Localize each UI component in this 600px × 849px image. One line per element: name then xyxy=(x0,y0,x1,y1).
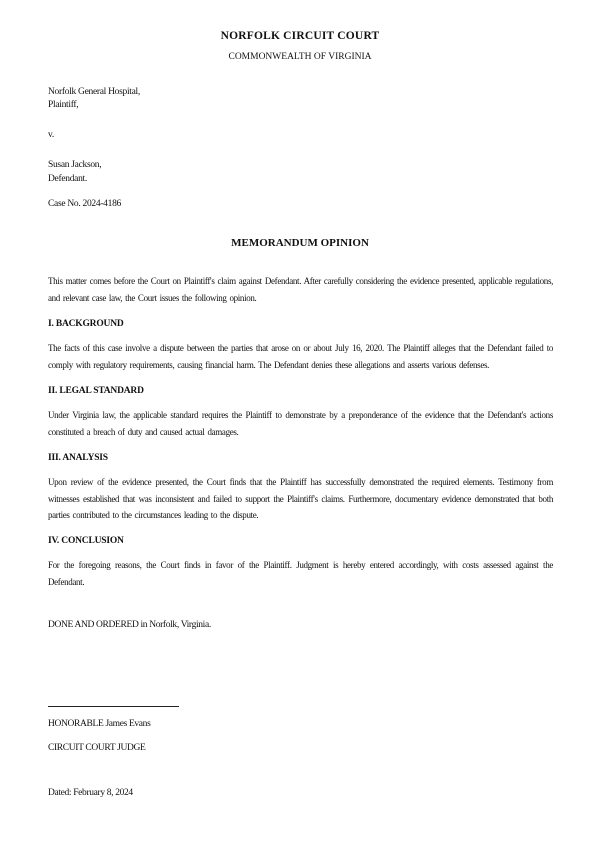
defendant-name: Susan Jackson, xyxy=(48,160,102,170)
plaintiff-role: Plaintiff, xyxy=(48,100,79,110)
court-name: NORFOLK CIRCUIT COURT xyxy=(220,30,380,42)
judge-title: CIRCUIT COURT JUDGE xyxy=(48,743,146,753)
signature-line xyxy=(48,706,179,707)
jurisdiction: COMMONWEALTH OF VIRGINIA xyxy=(228,52,372,62)
section-text-analysis: Upon review of the evidence presented, the Court finds that the Plaintiff has successfully demonstrated the required elements. Testimony from witnesses established that was inconsistent and failed to support the Plaintiff's claims. Furthermore, documentary evidence demonstrated that both parties contributed to the circumstances leading to the dispute. xyxy=(48,477,553,520)
document-title: MEMORANDUM OPINION xyxy=(231,237,369,249)
intro-paragraph: This matter comes before the Court on Plaintiff's claim against Defendant. After carefully considering the evidence presented, applicable regulations, and relevant case law, the Court issues the following opinion. xyxy=(48,276,553,303)
section-text-background: The facts of this case involve a dispute between the parties that arose on or about July 16, 2020. The Plaintiff alleges that the Defendant failed to comply with regulatory requirements, causing financial harm. The Defendant denies these allegations and asserts various defenses. xyxy=(48,343,553,370)
versus: v. xyxy=(48,130,54,140)
plaintiff-name: Norfolk General Hospital, xyxy=(48,87,140,97)
section-text-legal-standard: Under Virginia law, the applicable standard requires the Plaintiff to demonstrate by a preponderance of the evidence that the Defendant's actions constituted a breach of duty and caused actual damages. xyxy=(48,410,553,437)
section-text-conclusion: For the foregoing reasons, the Court finds in favor of the Plaintiff. Judgment is hereby entered accordingly, with costs assessed against the Defendant. xyxy=(48,560,553,587)
section-heading-analysis: III. ANALYSIS xyxy=(48,453,108,463)
case-number: Case No. 2024-4186 xyxy=(48,199,121,209)
signature-date: Dated: February 8, 2024 xyxy=(48,788,133,798)
section-heading-conclusion: IV. CONCLUSION xyxy=(48,536,124,546)
section-heading-background: I. BACKGROUND xyxy=(48,319,124,329)
section-heading-legal-standard: II. LEGAL STANDARD xyxy=(48,386,144,396)
closing-statement: DONE AND ORDERED in Norfolk, Virginia. xyxy=(48,620,211,630)
judge-name: HONORABLE James Evans xyxy=(48,719,151,729)
defendant-role: Defendant. xyxy=(48,174,87,184)
